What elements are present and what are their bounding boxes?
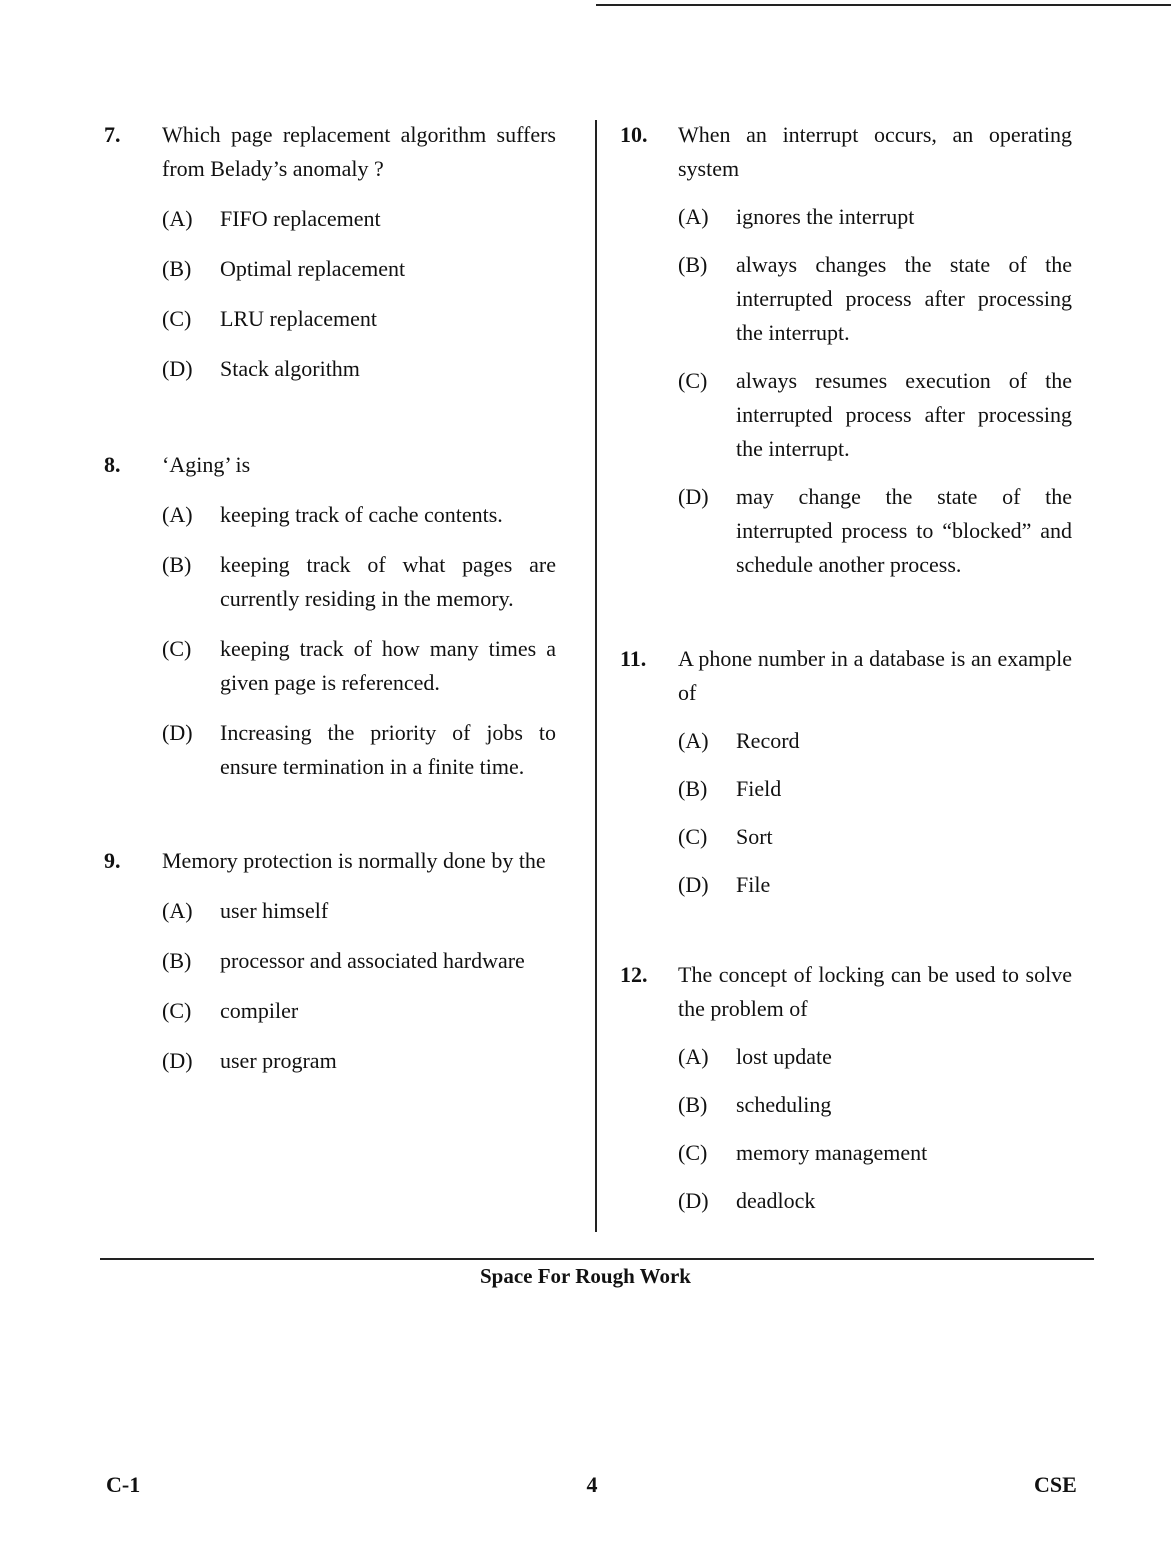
option-text: LRU replacement [220,306,377,331]
option-text: always changes the state of the interrupted process after processing the interrupt. [736,252,1072,345]
question-text: Memory protection is normally done by the [162,848,546,873]
question-11 [620,642,1072,902]
option-letter: (A) [162,898,193,923]
option-text: Increasing the priority of jobs to ensure termination in a finite time. [220,720,556,779]
question-text: The concept of locking can be used to solve the problem of [678,962,1072,1021]
option-c [678,364,1072,466]
option-d [162,352,556,386]
option-text: ignores the interrupt [736,204,915,229]
footer-subject: CSE [1034,1472,1077,1497]
question-stem [104,448,556,482]
option-a [162,894,556,928]
footer-code: C-1 [106,1472,141,1497]
question-number: 12. [620,962,648,987]
option-letter: (D) [162,1048,193,1073]
option-letter: (C) [678,368,708,393]
option-text: memory management [736,1140,928,1165]
option-b [678,1088,1072,1122]
question-stem [620,958,1072,1026]
option-text: keeping track of how many times a given page is referenced. [220,636,556,695]
option-letter: (D) [678,1188,709,1213]
option-list [620,724,1072,902]
column-divider [595,120,597,1232]
option-letter: (D) [162,720,193,745]
option-list [620,200,1072,582]
option-text: processor and associated hardware [220,948,525,973]
option-c [162,994,556,1028]
question-text: ‘Aging’ is [162,452,251,477]
option-letter: (C) [162,306,192,331]
option-text: Field [736,776,782,801]
option-letter: (C) [162,998,192,1023]
option-letter: (C) [678,1140,708,1165]
option-text: user himself [220,898,329,923]
option-a [162,498,556,532]
question-9 [104,844,556,1078]
option-a [162,202,556,236]
question-number: 8. [104,452,121,477]
option-list [620,1040,1072,1218]
option-letter: (B) [162,948,192,973]
option-a [678,724,1072,758]
question-number: 11. [620,646,647,671]
question-number: 10. [620,122,648,147]
option-text: Stack algorithm [220,356,360,381]
option-letter: (A) [678,1044,709,1069]
option-letter: (B) [678,252,708,277]
page-number: 4 [586,1472,598,1497]
option-a [678,1040,1072,1074]
option-a [678,200,1072,234]
option-letter: (B) [162,552,192,577]
option-text: Sort [736,824,773,849]
top-rule [596,4,1171,6]
option-text: Record [736,728,800,753]
question-stem [620,642,1072,710]
option-b [162,252,556,286]
option-b [162,944,556,978]
option-text: lost update [736,1044,832,1069]
option-c [162,632,556,700]
option-d [162,716,556,784]
option-text: always resumes execution of the interrupted process after processing the interrupt. [736,368,1072,461]
question-text: A phone number in a database is an example of [678,646,1072,705]
option-text: compiler [220,998,299,1023]
option-letter: (B) [678,776,708,801]
option-d [678,868,1072,902]
option-text: scheduling [736,1092,832,1117]
option-list [104,498,556,784]
option-letter: (A) [678,728,709,753]
option-letter: (D) [678,484,709,509]
option-c [162,302,556,336]
rough-work-label: Space For Rough Work [479,1264,691,1288]
option-letter: (D) [162,356,193,381]
option-d [678,1184,1072,1218]
left-column [104,118,556,1078]
question-stem [104,118,556,186]
bottom-rule [100,1258,1094,1260]
option-b [678,772,1072,806]
option-text: may change the state of the interrupted process to “blocked” and schedule another process. [736,484,1072,577]
option-list [104,894,556,1078]
option-letter: (B) [678,1092,708,1117]
option-list [104,202,556,386]
option-text: deadlock [736,1188,816,1213]
option-text: FIFO replacement [220,206,381,231]
option-b [678,248,1072,350]
question-stem [104,844,556,878]
right-column [620,118,1072,1218]
option-text: Optimal replacement [220,256,406,281]
option-c [678,1136,1072,1170]
question-12 [620,958,1072,1218]
option-letter: (B) [162,256,192,281]
option-letter: (A) [162,502,193,527]
option-text: File [736,872,771,897]
option-letter: (D) [678,872,709,897]
question-text: When an interrupt occurs, an operating system [678,122,1072,181]
option-b [162,548,556,616]
question-7 [104,118,556,386]
question-text: Which page replacement algorithm suffers from Belady’s anomaly ? [162,122,556,181]
option-d [162,1044,556,1078]
question-10 [620,118,1072,582]
question-number: 9. [104,848,121,873]
option-text: keeping track of what pages are currently residing in the memory. [220,552,556,611]
option-text: user program [220,1048,337,1073]
option-letter: (C) [162,636,192,661]
option-letter: (A) [678,204,709,229]
option-c [678,820,1072,854]
option-letter: (A) [162,206,193,231]
question-stem [620,118,1072,186]
option-text: keeping track of cache contents. [220,502,503,527]
option-letter: (C) [678,824,708,849]
option-d [678,480,1072,582]
question-number: 7. [104,122,121,147]
question-8 [104,448,556,784]
